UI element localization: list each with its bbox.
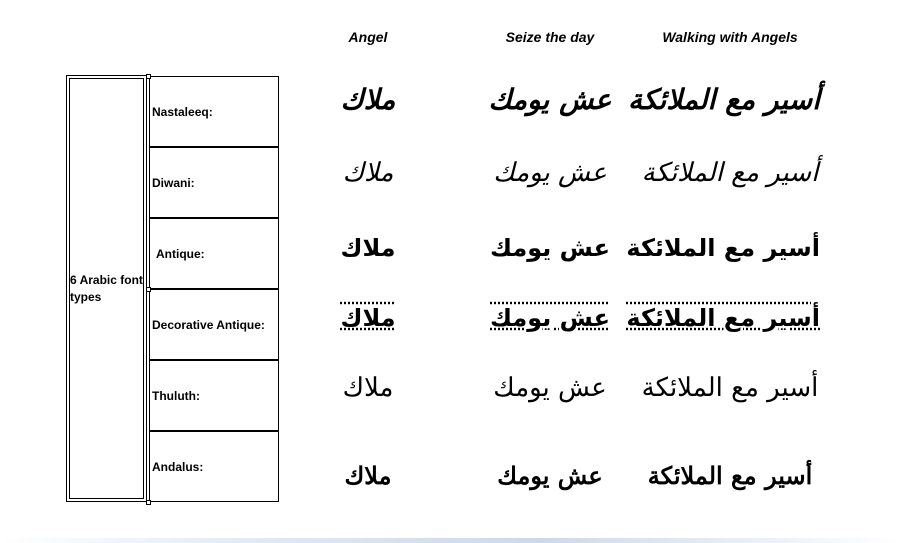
font-name-diwani: [149, 147, 279, 218]
sample-decorative-antique-angel: ملاك: [340, 304, 396, 332]
sample-thuluth-seize: عش يومك: [493, 373, 607, 403]
font-name-decorative-antique: [149, 289, 279, 360]
sample-nastaleeq-angel: ملاك: [340, 83, 396, 116]
sample-andalus-walking: أسير مع الملائكة: [647, 461, 813, 490]
bottom-divider: [0, 538, 901, 543]
column-header-seize-the-day: Seize the day: [505, 29, 595, 45]
font-name-label: Andalus:: [152, 459, 204, 474]
font-name-nastaleeq: [149, 76, 279, 147]
sample-andalus-seize: عش يومك: [497, 461, 603, 490]
sample-decorative-antique-seize: عش يومك: [490, 304, 610, 332]
font-name-label: Thuluth:: [152, 388, 200, 403]
font-name-label: Nastaleeq:: [152, 104, 213, 119]
sample-antique-seize: عش يومك: [490, 234, 610, 262]
sample-andalus-angel: ملاك: [344, 461, 392, 490]
font-name-antique: [149, 218, 279, 289]
sample-nastaleeq-walking: أسير مع الملائكة: [627, 83, 820, 116]
font-name-label: Decorative Antique:: [152, 317, 265, 332]
selection-handle[interactable]: [146, 74, 151, 79]
sample-decorative-antique-walking: أسير مع الملائكة: [626, 304, 820, 332]
sample-diwani-seize: عش يومك: [493, 158, 607, 188]
selection-handle[interactable]: [146, 287, 151, 292]
sample-diwani-angel: ملاك: [342, 158, 394, 188]
sample-antique-angel: ملاك: [340, 234, 396, 262]
sample-thuluth-walking: أسير مع الملائكة: [641, 373, 819, 403]
font-name-thuluth: [149, 360, 279, 431]
column-header-walking-with-angels: Walking with Angels: [662, 29, 798, 45]
sample-diwani-walking: أسير مع الملائكة: [641, 158, 819, 188]
sample-antique-walking: أسير مع الملائكة: [626, 234, 820, 262]
sample-thuluth-angel: ملاك: [342, 373, 394, 403]
selection-handle[interactable]: [146, 500, 151, 505]
group-label: 6 Arabic font types: [70, 273, 143, 304]
sample-nastaleeq-seize: عش يومك: [488, 83, 612, 116]
font-name-label: Diwani:: [152, 175, 195, 190]
font-name-label: Antique:: [156, 246, 205, 261]
column-header-angel: Angel: [348, 29, 388, 45]
font-name-andalus: [149, 431, 279, 502]
